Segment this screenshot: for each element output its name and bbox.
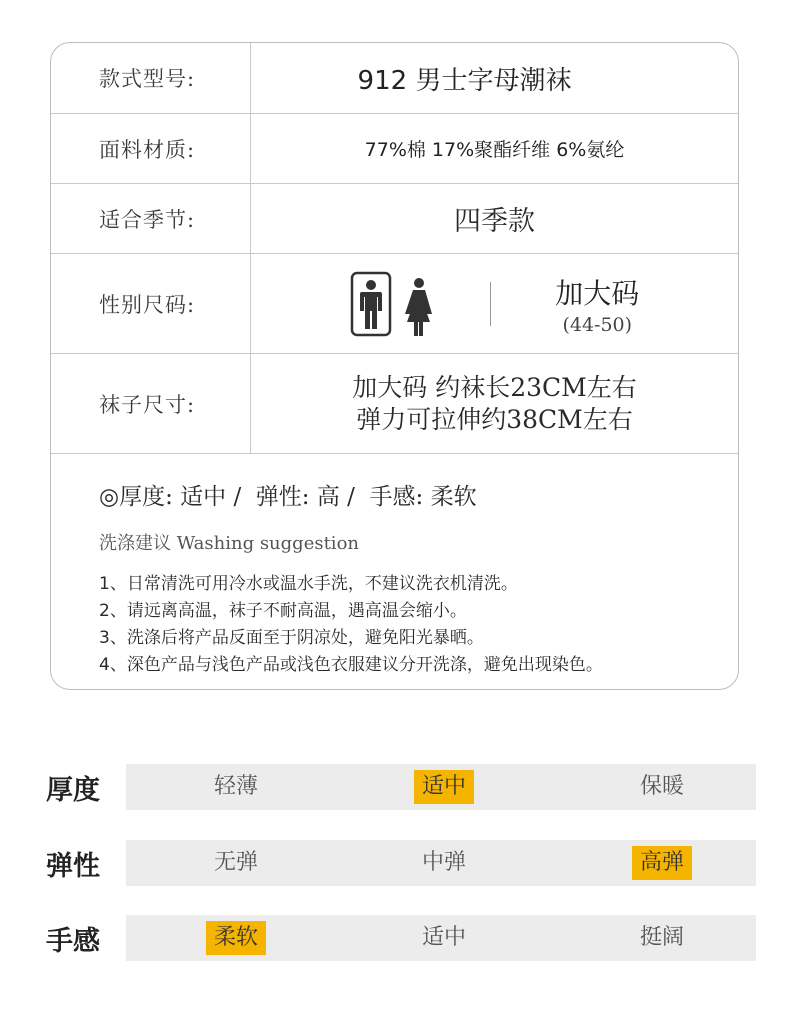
scale-label: 手感	[46, 925, 100, 957]
washing-item: 2、请远离高温，袜子不耐高温，遇高温会缩小。	[99, 601, 467, 621]
sock-line-2: 弹力可拉伸约38CM左右	[356, 404, 633, 434]
row-model	[51, 43, 738, 114]
scale-option: 中弹	[421, 850, 466, 875]
washing-item: 1、日常清洗可用冷水或温水手洗，不建议洗衣机清洗。	[99, 574, 518, 594]
size-label: 性别尺码:	[51, 254, 251, 353]
scale-option-selected: 柔软	[156, 915, 316, 961]
row-sock-size	[51, 354, 738, 454]
season-value: 四季款	[454, 206, 535, 237]
scale-thickness	[0, 764, 790, 810]
washing-item: 4、深色产品与浅色产品或浅色衣服建议分开洗涤，避免出现染色。	[99, 655, 603, 675]
female-restroom-icon	[404, 271, 434, 337]
material-value: 77%棉 17%聚酯纤维 6%氨纶	[364, 139, 625, 161]
scale-label: 弹性	[46, 850, 100, 882]
model-label: 款式型号:	[51, 43, 251, 113]
care-section	[51, 454, 738, 690]
sock-label: 袜子尺寸:	[51, 354, 251, 453]
scale-bar	[126, 840, 756, 886]
scale-option: 无弹	[213, 850, 258, 875]
sock-line-1: 加大码 约袜长23CM左右	[352, 372, 637, 402]
scale-feel	[0, 915, 790, 961]
size-divider	[490, 282, 492, 326]
size-main: 加大码	[555, 276, 640, 310]
scale-option-selected: 高弹	[582, 840, 742, 886]
material-label: 面料材质:	[51, 114, 251, 183]
scale-bar	[126, 915, 756, 961]
washing-title: 洗涤建议 Washing suggestion	[99, 533, 359, 554]
row-season	[51, 184, 738, 254]
scale-option: 挺阔	[639, 925, 684, 950]
scale-option-selected: 适中	[364, 764, 524, 810]
scale-elasticity	[0, 840, 790, 886]
scale-label: 厚度	[46, 774, 100, 806]
male-restroom-icon	[350, 271, 392, 337]
washing-list	[99, 571, 603, 679]
scale-option: 保暖	[639, 774, 684, 799]
scale-option: 轻薄	[213, 774, 258, 799]
size-range: (44-50)	[562, 313, 633, 336]
properties-line: ◎厚度: 适中 / 弹性: 高 / 手感: 柔软	[99, 484, 477, 510]
washing-item: 3、洗涤后将产品反面至于阴凉处，避免阳光暴晒。	[99, 628, 484, 648]
scale-option: 适中	[421, 925, 466, 950]
spec-card	[50, 42, 739, 690]
row-size	[51, 254, 738, 354]
model-value: 912 男士字母潮袜	[357, 65, 572, 96]
row-material	[51, 114, 738, 184]
season-label: 适合季节:	[51, 184, 251, 253]
scale-bar	[126, 764, 756, 810]
